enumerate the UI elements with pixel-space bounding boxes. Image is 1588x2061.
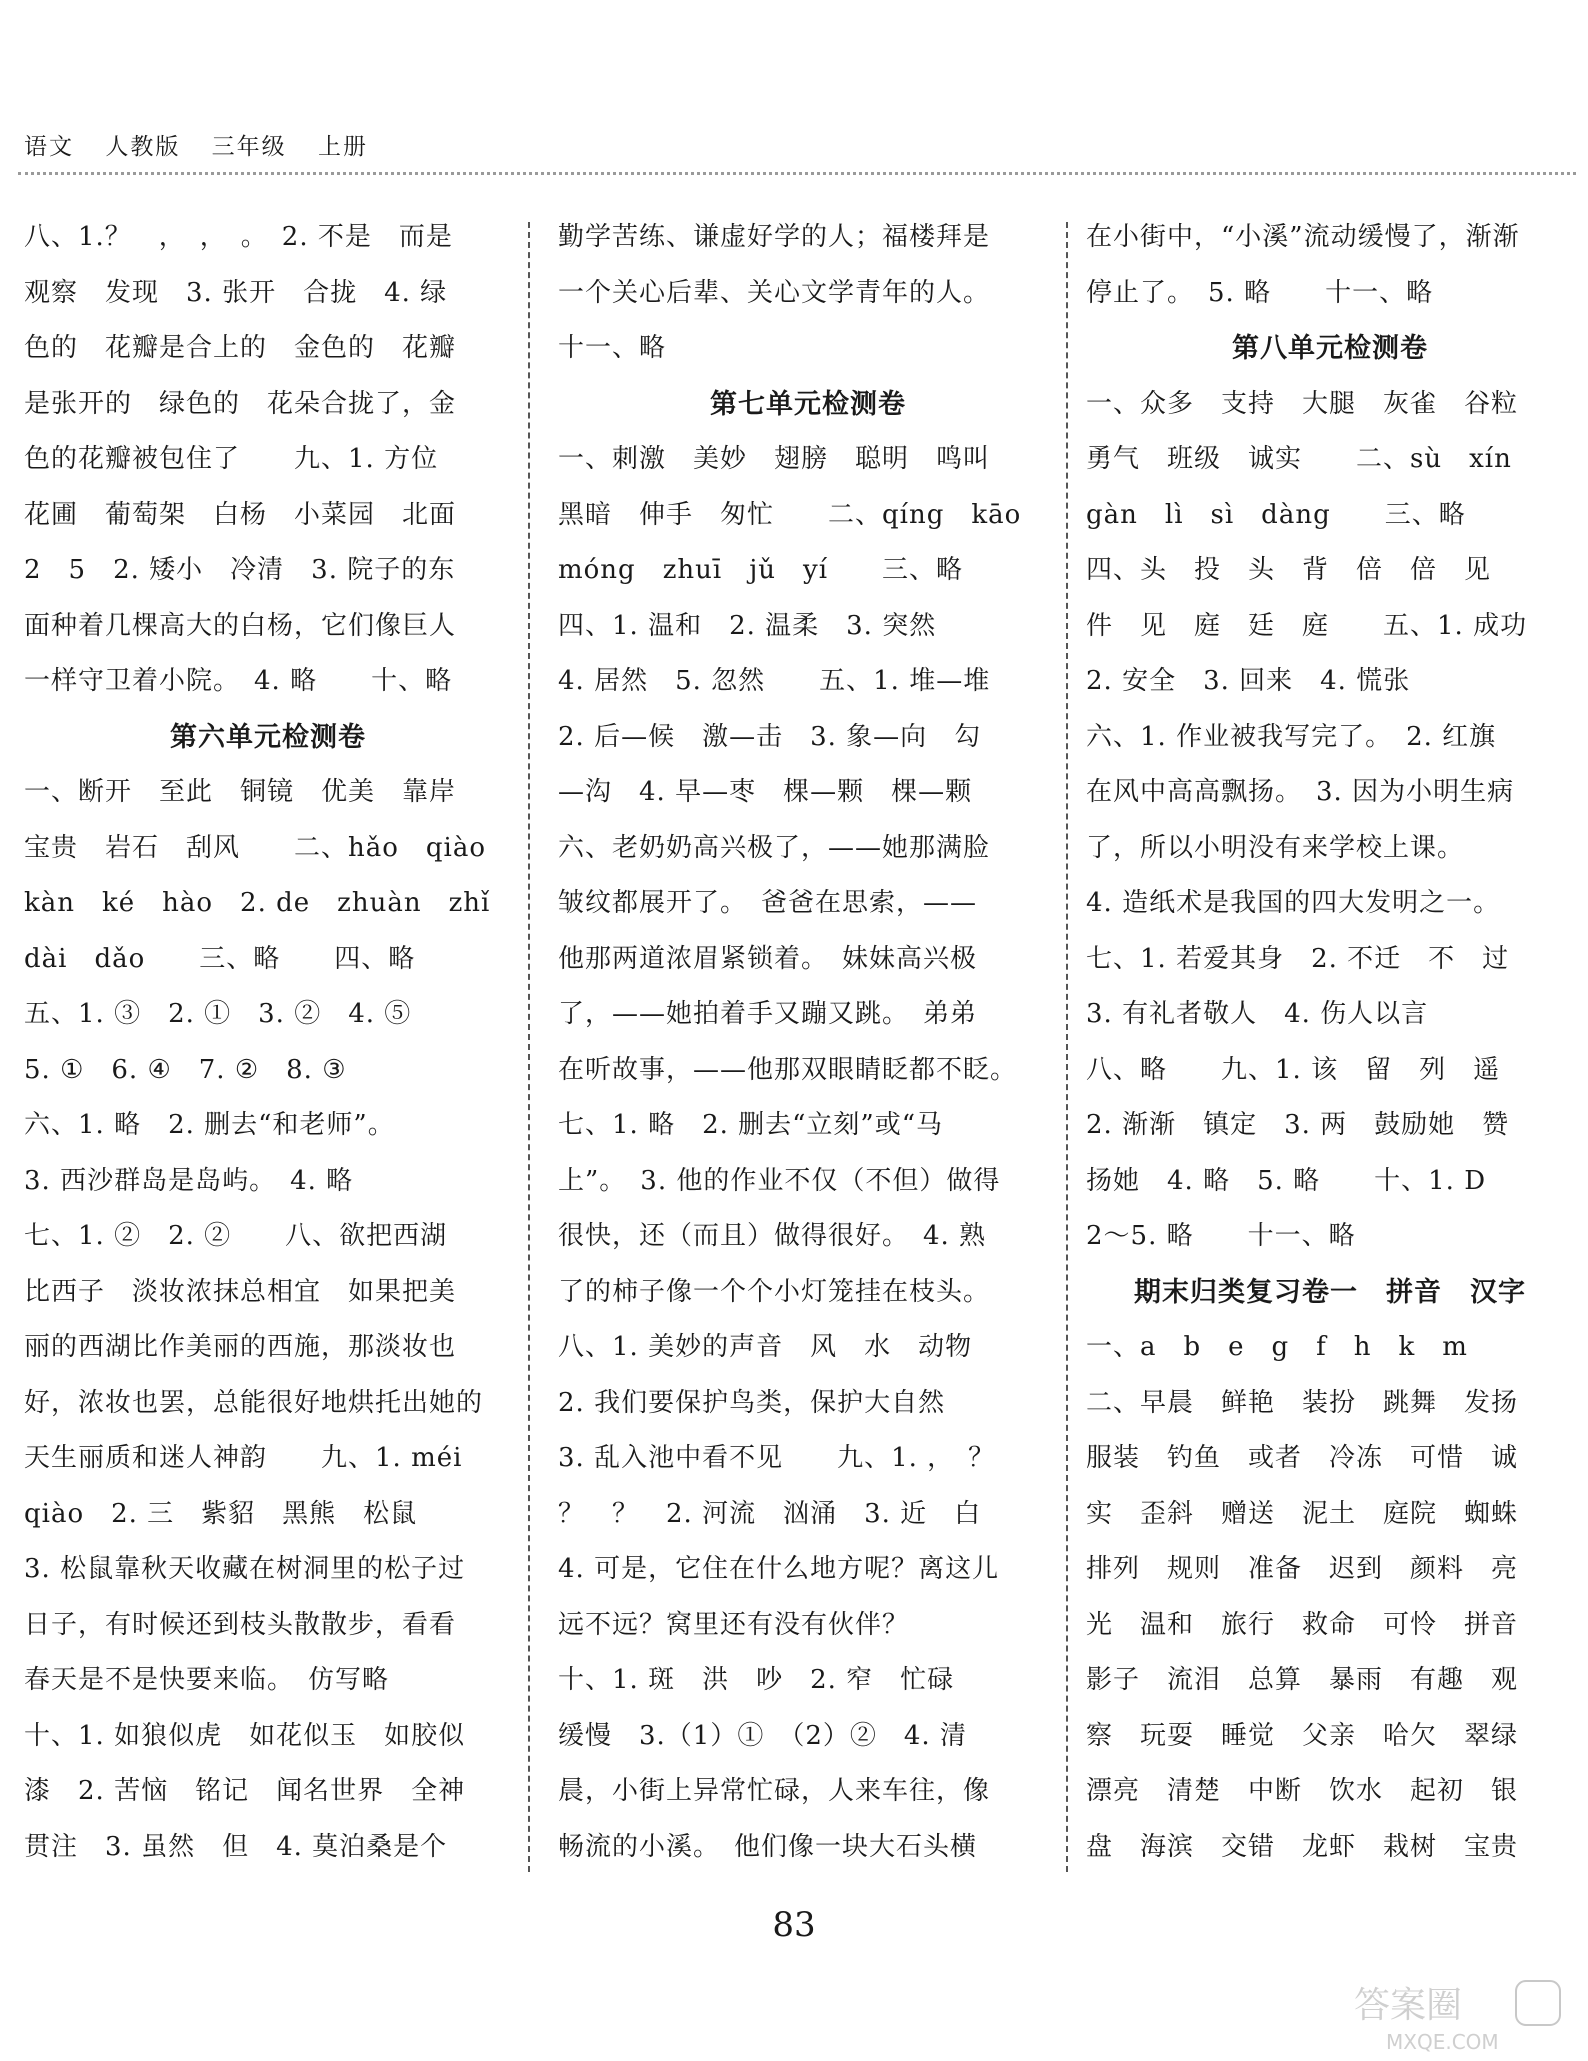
- answer-line: 在风中高高飘扬。 3. 因为小明生病: [1086, 777, 1515, 807]
- answer-line: 4. 居然 5. 忽然 五、1. 堆—堆: [558, 666, 991, 696]
- answer-line: 盘 海滨 交错 龙虾 栽树 宝贵: [1086, 1831, 1519, 1862]
- answer-line: 黑暗 伸手 匆忙 二、qíng kāo: [558, 499, 1022, 530]
- answer-line: 在小街中，“小溪”流动缓慢了，渐渐: [1086, 222, 1520, 252]
- answer-line: 扬她 4. 略 5. 略 十、1. D: [1086, 1165, 1487, 1196]
- answer-line: 色的花瓣被包住了 九、1. 方位: [24, 444, 439, 474]
- answer-line: 一、断开 至此 铜镜 优美 靠岸: [24, 777, 457, 807]
- answer-line: 察 玩耍 睡觉 父亲 哈欠 翠绿: [1086, 1720, 1519, 1751]
- answer-line: 八、略 九、1. 该 留 列 遥: [1086, 1054, 1501, 1085]
- answer-line: 2. 渐渐 镇定 3. 两 鼓励她 赞: [1086, 1110, 1510, 1140]
- column-divider: [528, 222, 530, 1872]
- answer-line: 一、众多 支持 大腿 灰雀 谷粒: [1086, 388, 1519, 419]
- answer-line: 八、1. 美妙的声音 风 水 动物: [558, 1332, 973, 1362]
- answer-line: 比西子 淡妆浓抹总相宜 如果把美: [24, 1276, 457, 1307]
- header-edition: 人教版: [105, 134, 181, 160]
- answer-line: 4. 造纸术是我国的四大发明之一。: [1086, 888, 1501, 918]
- answer-line: 十、1. 斑 洪 吵 2. 窄 忙碌: [558, 1665, 955, 1695]
- answer-line: 七、1. 若爱其身 2. 不迁 不 过: [1086, 943, 1510, 974]
- answer-line: 十一、略: [558, 333, 667, 363]
- answer-line: 六、老奶奶高兴极了，——她那满脸: [558, 832, 991, 863]
- answer-line: 一、刺激 美妙 翅膀 聪明 鸣叫: [558, 444, 991, 474]
- answer-line: qiào 2. 三 紫貂 黑熊 松鼠: [24, 1498, 418, 1529]
- page-header: [24, 128, 390, 161]
- answer-line: 5. ① 6. ④ 7. ② 8. ③: [24, 1054, 347, 1085]
- answer-line: 畅流的小溪。 他们像一块大石头横: [558, 1831, 978, 1862]
- answer-line: 六、1. 作业被我写完了。 2. 红旗: [1086, 721, 1497, 752]
- answer-line: 2 5 2. 矮小 冷清 3. 院子的东: [24, 555, 456, 585]
- answer-line: 勇气 班级 诚实 二、sù xín: [1086, 444, 1512, 474]
- answer-line: 3. 西沙群岛是岛屿。 4. 略: [24, 1165, 354, 1196]
- watermark-text: 答案圈: [1354, 1985, 1463, 2026]
- answer-line: 2. 我们要保护鸟类，保护大自然: [558, 1387, 946, 1418]
- answer-line: 六、1. 略 2. 删去“和老师”。: [24, 1110, 395, 1140]
- answer-line: 了，所以小明没有来学校上课。: [1086, 832, 1465, 863]
- header-grade: 三年级: [211, 134, 287, 160]
- answer-line: 是张开的 绿色的 花朵合拢了，金: [24, 388, 457, 419]
- answer-line: 勤学苦练、谦虚好学的人；福楼拜是: [558, 222, 991, 252]
- answer-line: 七、1. 略 2. 删去“立刻”或“马: [558, 1110, 944, 1140]
- header-divider: [18, 172, 1576, 175]
- answer-line: —沟 4. 早—枣 棵—颗 棵—颗: [558, 777, 973, 807]
- answer-line: 漂亮 清楚 中断 饮水 起初 银: [1086, 1776, 1519, 1806]
- answer-line: 很快，还（而且）做得很好。 4. 熟: [558, 1221, 987, 1251]
- answer-line: 4. 可是，它住在什么地方呢？离这儿: [558, 1554, 1000, 1584]
- answer-line: 2～5. 略 十一、略: [1086, 1221, 1356, 1251]
- answer-line: 七、1. ② 2. ② 八、欲把西湖: [24, 1221, 448, 1251]
- answer-line: 停止了。 5. 略 十一、略: [1086, 277, 1434, 308]
- answer-line: 天生丽质和迷人神韵 九、1. méi: [24, 1443, 463, 1473]
- answer-line: 八、1.？ ， ， 。 2. 不是 而是: [24, 222, 453, 252]
- answer-line: 2. 后—候 激—击 3. 象—向 勾: [558, 721, 982, 752]
- answer-line: 面种着几棵高大的白杨，它们像巨人: [24, 610, 457, 641]
- section-heading: 第八单元检测卷: [1232, 333, 1428, 364]
- answer-line: 春天是不是快要来临。 仿写略: [24, 1665, 390, 1695]
- answer-line: 丽的西湖比作美丽的西施，那淡妆也: [24, 1332, 457, 1362]
- answer-line: 缓慢 3.（1）① （2）② 4. 清: [558, 1720, 967, 1751]
- answer-line: 光 温和 旅行 救命 可怜 拼音: [1086, 1609, 1519, 1640]
- answer-line: 五、1. ③ 2. ① 3. ② 4. ⑤: [24, 999, 412, 1029]
- answer-line: 一个关心后辈、关心文学青年的人。: [558, 277, 991, 308]
- answer-line: 3. 有礼者敬人 4. 伤人以言: [1086, 999, 1429, 1029]
- watermark-subtext: MXQE.COM: [1386, 2030, 1499, 2054]
- answer-column-3: [1086, 210, 1574, 1870]
- answer-line: 色的 花瓣是合上的 金色的 花瓣: [24, 333, 457, 363]
- answer-line: 皱纹都展开了。 爸爸在思索，——: [558, 888, 978, 918]
- answer-line: kàn ké hào 2. de zhuàn zhǐ: [24, 888, 491, 918]
- section-heading: 第六单元检测卷: [170, 721, 366, 753]
- answer-line: 影子 流泪 总算 暴雨 有趣 观: [1086, 1665, 1519, 1695]
- answer-line: 3. 松鼠靠秋天收藏在树洞里的松子过: [24, 1554, 466, 1584]
- answer-line: 好，浓妆也罢，总能很好地烘托出她的: [24, 1387, 484, 1418]
- answer-line: ？ ？ 2. 河流 汹涌 3. 近 白: [558, 1498, 982, 1529]
- answer-line: 3. 乱入池中看不见 九、1. ， ？: [558, 1443, 996, 1473]
- answer-line: 漆 2. 苦恼 铭记 闻名世界 全神: [24, 1776, 466, 1806]
- answer-line: 服装 钓鱼 或者 冷冻 可惜 诚: [1086, 1443, 1519, 1473]
- answer-line: 一、a b e g f h k m: [1086, 1332, 1468, 1362]
- answer-line: 四、头 投 头 背 倍 倍 见: [1086, 555, 1492, 585]
- answer-line: 远不远？窝里还有没有伙伴？: [558, 1609, 910, 1640]
- header-volume: 上册: [317, 134, 368, 160]
- answer-column-2: [558, 210, 1058, 1870]
- section-heading: 第七单元检测卷: [710, 388, 906, 420]
- answer-line: 2. 安全 3. 回来 4. 慌张: [1086, 666, 1411, 696]
- answer-line: 花圃 葡萄架 白杨 小菜园 北面: [24, 499, 457, 530]
- answer-line: gàn lì sì dàng 三、略: [1086, 499, 1466, 530]
- answer-line: 四、1. 温和 2. 温柔 3. 突然: [558, 610, 937, 641]
- answer-line: 排列 规则 准备 迟到 颜料 亮: [1086, 1554, 1519, 1584]
- section-heading: 期末归类复习卷一 拼音 汉字: [1134, 1276, 1526, 1308]
- answer-line: 贯注 3. 虽然 但 4. 莫泊桑是个: [24, 1831, 448, 1862]
- answer-line: 了的柿子像一个个小灯笼挂在枝头。: [558, 1276, 991, 1307]
- answer-line: 日子，有时候还到枝头散散步，看看: [24, 1609, 457, 1640]
- answer-line: 实 歪斜 赠送 泥土 庭院 蜘蛛: [1086, 1498, 1519, 1529]
- answer-line: 晨，小街上异常忙碌，人来车往，像: [558, 1776, 991, 1806]
- answer-column-1: [24, 210, 512, 1870]
- answer-line: 观察 发现 3. 张开 合拢 4. 绿: [24, 277, 448, 308]
- answer-line: 宝贵 岩石 刮风 二、hǎo qiào: [24, 832, 487, 863]
- answer-line: dài dǎo 三、略 四、略: [24, 943, 416, 974]
- watermark-logo: [1346, 1975, 1566, 2055]
- answer-line: 了，——她拍着手又蹦又跳。 弟弟: [558, 999, 978, 1029]
- header-subject: 语文: [24, 134, 74, 160]
- answer-line: móng zhuī jǔ yí 三、略: [558, 555, 964, 585]
- answer-line: 件 见 庭 廷 庭 五、1. 成功: [1086, 610, 1528, 641]
- column-divider: [1066, 222, 1068, 1872]
- answer-line: 一样守卫着小院。 4. 略 十、略: [24, 666, 453, 696]
- answer-line: 二、早晨 鲜艳 装扮 跳舞 发扬: [1086, 1387, 1519, 1418]
- answer-line: 上”。 3. 他的作业不仅（不但）做得: [558, 1165, 1001, 1196]
- answer-line: 十、1. 如狼似虎 如花似玉 如胶似: [24, 1720, 466, 1751]
- answer-line: 他那两道浓眉紧锁着。 妹妹高兴极: [558, 943, 978, 974]
- answer-line: 在听故事，——他那双眼睛眨都不眨。: [558, 1054, 1018, 1085]
- page-number: 83: [772, 1905, 816, 1945]
